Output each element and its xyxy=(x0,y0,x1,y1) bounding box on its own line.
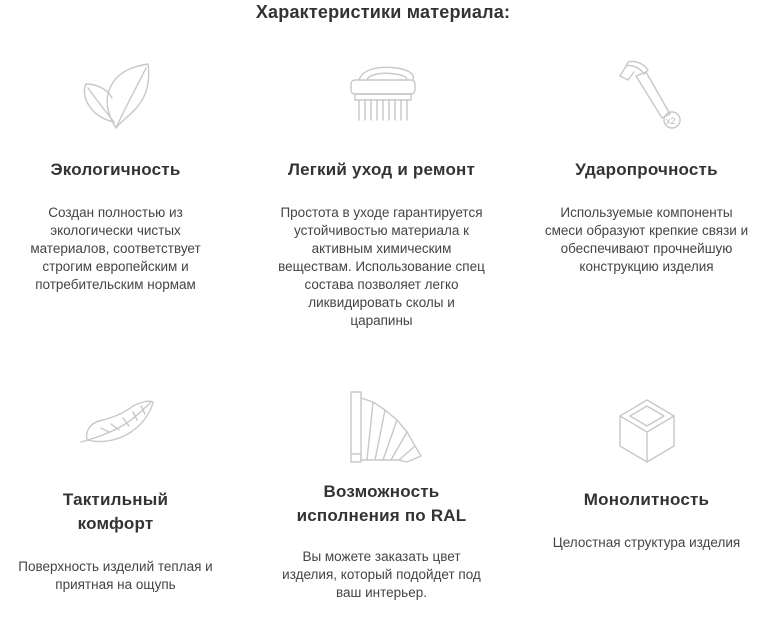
hammer-icon xyxy=(519,60,766,132)
feature-eco xyxy=(0,60,243,294)
feature-monolith xyxy=(519,390,766,552)
feature-description: Используемые компоненты смеси образуют крепкие связи и обеспечивают прочнейшую конструкцию изделия xyxy=(544,205,749,274)
monolith-cube-icon xyxy=(519,390,766,470)
feature-title: Ударопрочность xyxy=(575,160,718,179)
feature-description: Простота в уходе гарантируется устойчивостью материала к активным химическим веществам. Использование спец состава позволяет легко ликвидировать сколы и царапины xyxy=(278,205,485,328)
feature-title: Монолитность xyxy=(583,490,710,509)
svg-text:x2: x2 xyxy=(665,116,676,126)
feature-title: Тактильный комфорт xyxy=(62,490,169,533)
feature-easy-care xyxy=(254,60,509,330)
feather-icon xyxy=(0,398,243,450)
feature-ral xyxy=(254,390,509,602)
feature-title: Экологичность xyxy=(50,160,181,179)
feature-title: Легкий уход и ремонт xyxy=(287,160,476,179)
feature-description: Создан полностью из экологически чистых материалов, соответствует строгим европейским и потребительским нормам xyxy=(30,205,201,292)
ral-palette-icon xyxy=(254,390,509,466)
feature-title: Возможность исполнения по RAL xyxy=(296,482,467,525)
feature-description: Поверхность изделий теплая и приятная на ощупь xyxy=(18,559,213,592)
leaves-icon xyxy=(0,60,243,132)
brush-icon xyxy=(254,60,509,132)
page-title: Характеристики материала: xyxy=(255,2,511,22)
feature-description: Вы можете заказать цвет изделия, который подойдет под ваш интерьер. xyxy=(282,549,481,600)
feature-tactile xyxy=(0,398,243,594)
feature-description: Целостная структура изделия xyxy=(552,535,741,550)
feature-impact xyxy=(519,60,766,276)
